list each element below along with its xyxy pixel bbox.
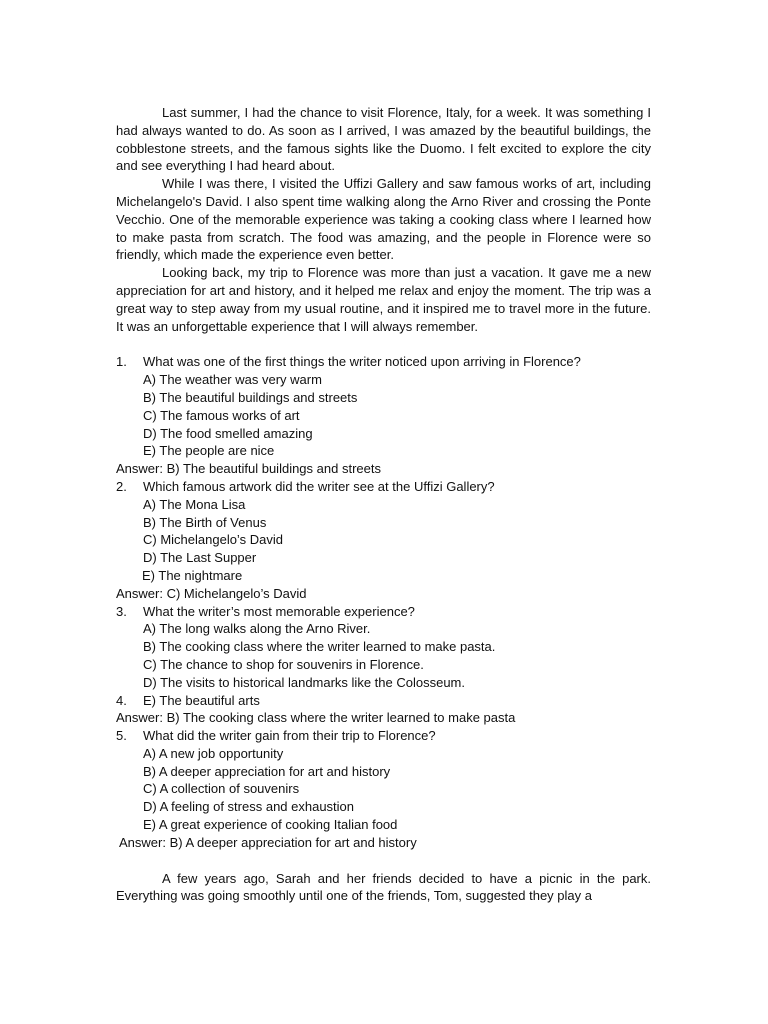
question-text xyxy=(116,603,651,621)
answer-line: Answer: C) Michelangelo’s David xyxy=(116,585,307,601)
answer-line: Answer: B) The cooking class where the writer learned to make pasta xyxy=(116,710,516,726)
question-number: 1. xyxy=(116,354,127,370)
option-b: B) The Birth of Venus xyxy=(143,514,267,530)
story-paragraph: A few years ago, Sarah and her friends decided to have a picnic in the park. Everything was going smoothly until one of the friends, Tom, suggested they play a xyxy=(116,870,651,904)
question-number: 2. xyxy=(116,478,127,494)
option-a: A) A new job opportunity xyxy=(143,745,284,761)
option-a: A) The weather was very warm xyxy=(143,372,322,388)
option-c: C) A collection of souvenirs xyxy=(143,781,300,797)
question-1 xyxy=(116,353,651,478)
question-prompt: Which famous artwork did the writer see at the Uffizi Gallery? xyxy=(143,478,495,494)
question-2 xyxy=(116,478,651,603)
question-5 xyxy=(116,727,651,852)
question-prompt: What the writer’s most memorable experience? xyxy=(143,603,415,619)
option-b: B) The beautiful buildings and streets xyxy=(143,389,358,405)
option-e: E) The people are nice xyxy=(143,443,275,459)
question-number: 3. xyxy=(116,603,127,619)
question-text xyxy=(116,727,651,745)
answer-line: Answer: B) A deeper appreciation for art and history xyxy=(119,834,417,850)
option-c: C) Michelangelo’s David xyxy=(143,532,283,548)
question-prompt: E) The beautiful arts xyxy=(143,692,260,708)
question-number: 4. xyxy=(116,692,127,708)
question-prompt: What did the writer gain from their trip to Florence? xyxy=(143,728,436,744)
answer-line: Answer: B) The beautiful buildings and streets xyxy=(116,461,381,477)
question-text xyxy=(116,353,651,371)
question-3 xyxy=(116,603,651,692)
document-page xyxy=(116,104,651,905)
section-gap xyxy=(116,852,651,870)
question-text xyxy=(116,692,651,710)
option-e: E) A great experience of cooking Italian food xyxy=(143,817,398,833)
question-4 xyxy=(116,692,651,728)
option-d: D) The food smelled amazing xyxy=(143,425,313,441)
passage-paragraph-1: Last summer, I had the chance to visit Florence, Italy, for a week. It was something I had always wanted to do. As soon as I arrived, I was amazed by the beautiful buildings, the cobblestone streets, and the famous sights like the Duomo. I felt excited to explore the city and see everything I had heard about. xyxy=(116,105,651,174)
question-prompt: What was one of the first things the writer noticed upon arriving in Florence? xyxy=(143,354,581,370)
question-number: 5. xyxy=(116,728,127,744)
option-b: B) The cooking class where the writer learned to make pasta. xyxy=(143,639,496,655)
option-e: E) The nightmare xyxy=(142,567,243,583)
option-c: C) The famous works of art xyxy=(143,407,300,423)
option-c: C) The chance to shop for souvenirs in Florence. xyxy=(143,656,424,672)
question-text xyxy=(116,478,651,496)
option-d: D) The visits to historical landmarks like the Colosseum. xyxy=(143,674,465,690)
section-gap xyxy=(116,335,651,353)
option-a: A) The long walks along the Arno River. xyxy=(143,621,371,637)
option-b: B) A deeper appreciation for art and history xyxy=(143,763,391,779)
option-d: D) The Last Supper xyxy=(143,550,257,566)
option-a: A) The Mona Lisa xyxy=(143,496,246,512)
passage-paragraph-2: While I was there, I visited the Uffizi Gallery and saw famous works of art, including Michelangelo's David. I also spent time walking along the Arno River and crossing the Ponte Vecchio. One of the memorable experience was taking a cooking class where I learned how to make pasta from scratch. The food was amazing, and the people in Florence were so friendly, which made the experience even better. xyxy=(116,176,651,263)
passage-paragraph-3: Looking back, my trip to Florence was more than just a vacation. It gave me a new appreciation for art and history, and it helped me relax and enjoy the moment. The trip was a great way to step away from my usual routine, and it inspired me to travel more in the future. It was an unforgettable experience that I will always remember. xyxy=(116,265,651,334)
option-d: D) A feeling of stress and exhaustion xyxy=(143,799,355,815)
